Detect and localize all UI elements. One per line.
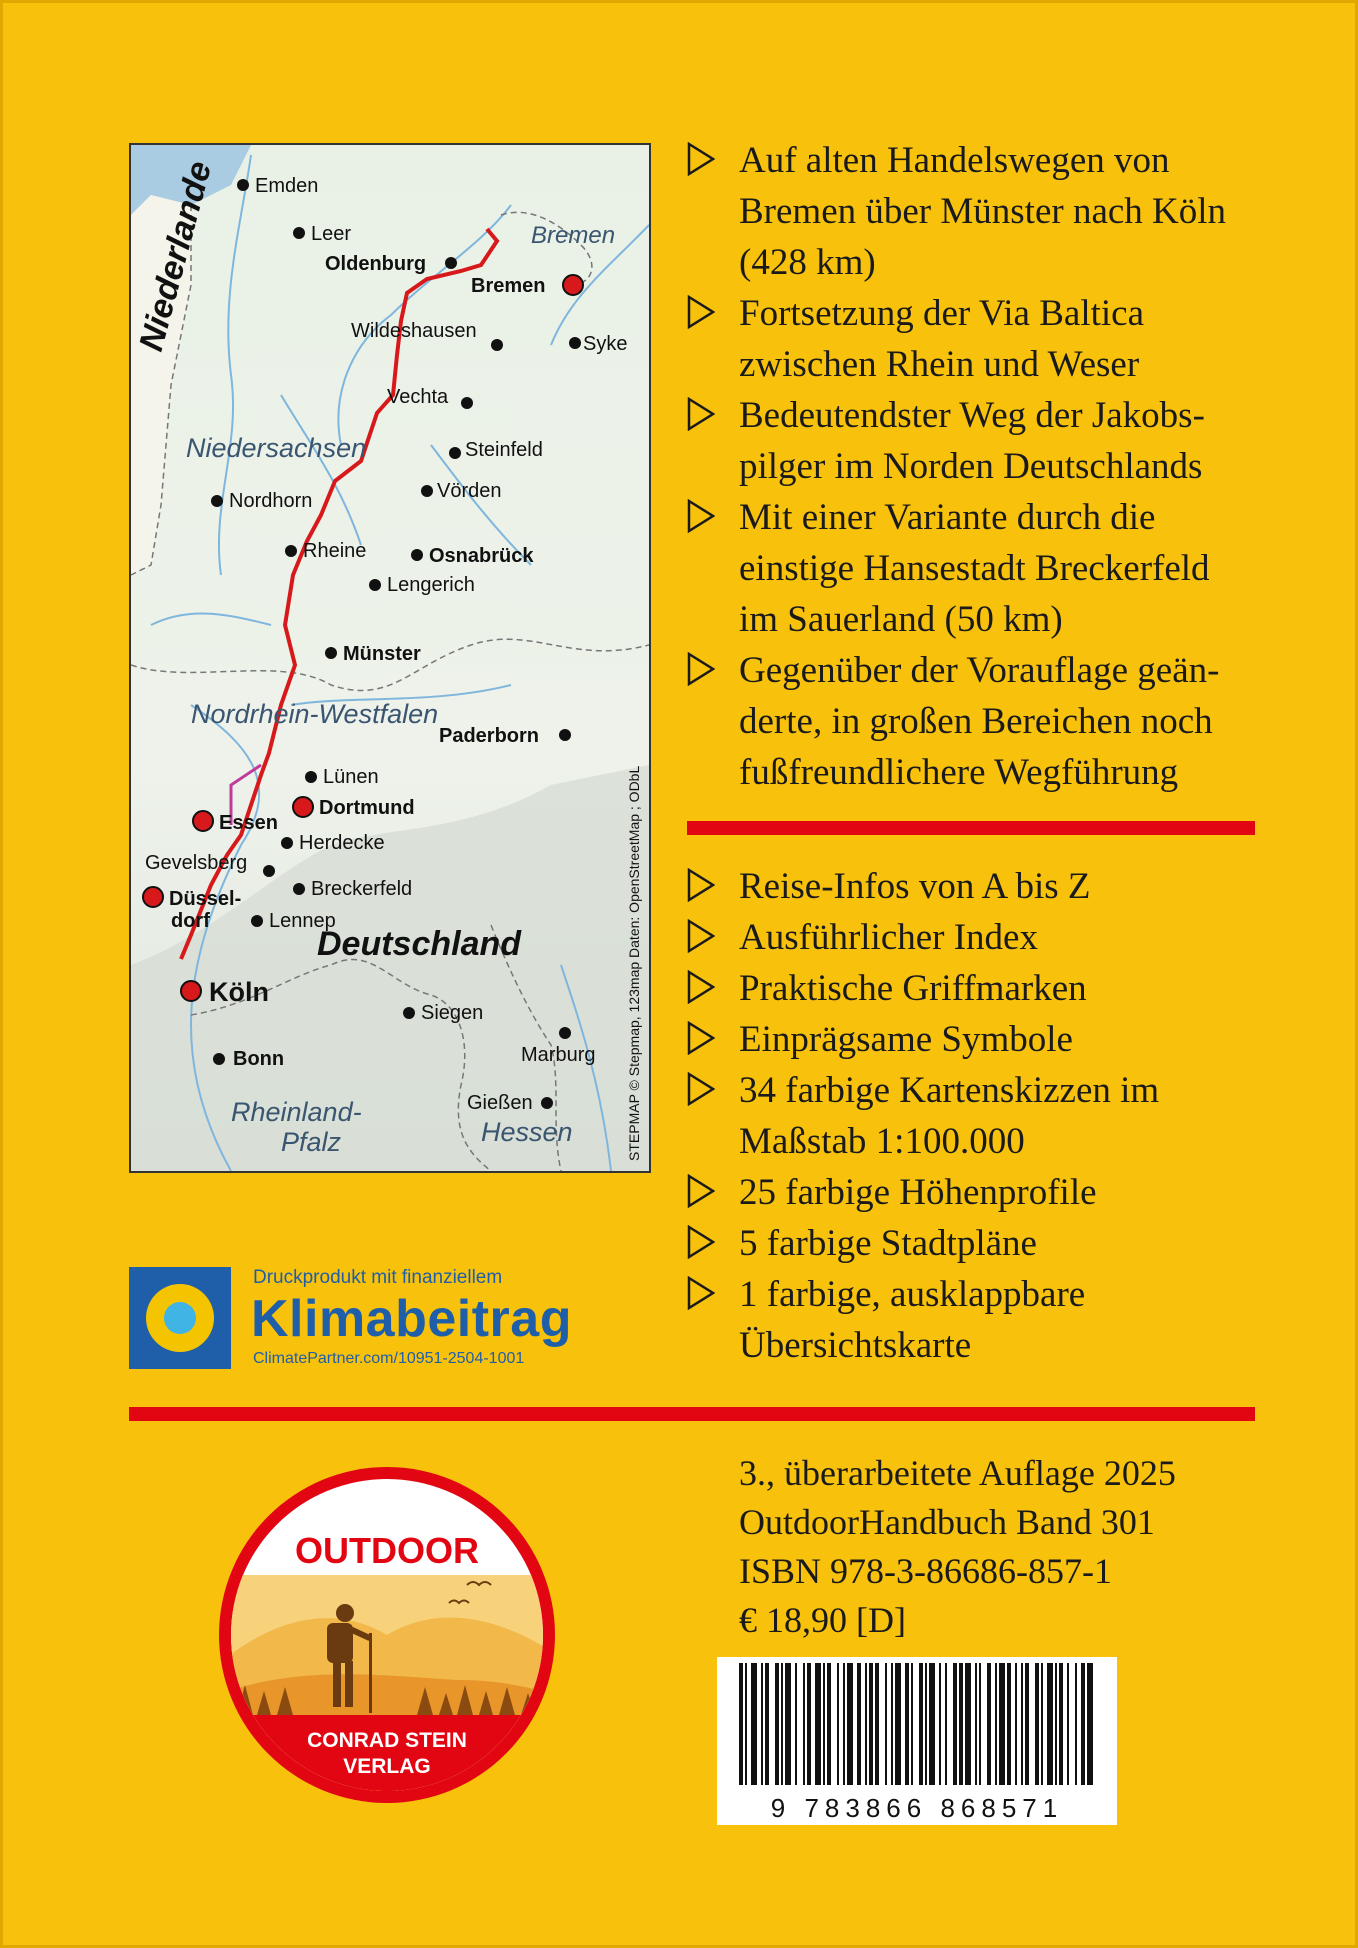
- contents-item: [687, 861, 1257, 912]
- price-text: € 18,90 [D]: [739, 1600, 906, 1640]
- contents-item: [687, 912, 1257, 963]
- country-label-deutschland: Deutschland: [317, 925, 522, 963]
- region-label-nrw: Nordrhein-Westfalen: [191, 699, 439, 729]
- svg-text:Düssel-: Düssel-: [169, 888, 242, 910]
- badge-publisher-line1: CONRAD STEIN: [307, 1729, 467, 1752]
- red-divider-bottom: [129, 1407, 1255, 1421]
- region-label-hessen: Hessen: [481, 1117, 573, 1147]
- isbn-text: ISBN 978-3-86686-857-1: [739, 1551, 1112, 1591]
- triangle-bullet-icon: [687, 397, 715, 431]
- contents-text: 34 farbige Kartenskizzen im Maßstab 1:100.000: [739, 1070, 1160, 1162]
- feature-item: [687, 492, 1257, 645]
- contents-item: [687, 1065, 1257, 1167]
- region-label-rheinland: Rheinland-: [231, 1097, 362, 1127]
- svg-text:Lengerich: Lengerich: [387, 574, 475, 596]
- feature-item: [687, 288, 1257, 390]
- outdoor-publisher-badge: [217, 1465, 557, 1805]
- climate-partner-logo-icon: [129, 1267, 231, 1369]
- svg-text:Nordhorn: Nordhorn: [229, 490, 313, 512]
- contents-text: 1 farbige, ausklappbare Übersichtskarte: [739, 1274, 1086, 1366]
- svg-text:Vechta: Vechta: [387, 386, 449, 408]
- triangle-bullet-icon: [687, 1276, 715, 1310]
- series-text: OutdoorHandbuch Band 301: [739, 1502, 1155, 1542]
- svg-text:Gießen: Gießen: [467, 1092, 533, 1114]
- svg-text:dorf: dorf: [171, 910, 210, 932]
- contents-text: Ausführlicher Index: [739, 917, 1038, 958]
- svg-text:Siegen: Siegen: [421, 1002, 484, 1024]
- badge-publisher-line2: VERLAG: [343, 1755, 431, 1778]
- contents-item: [687, 1269, 1257, 1371]
- svg-text:Syke: Syke: [583, 333, 628, 355]
- contents-text: Praktische Griffmarken: [739, 968, 1087, 1009]
- svg-text:Oldenburg: Oldenburg: [325, 253, 427, 275]
- svg-text:Dortmund: Dortmund: [319, 797, 415, 819]
- city-breckerfeld: [293, 878, 412, 900]
- region-label-niedersachsen: Niedersachsen: [186, 433, 367, 463]
- contents-text: 25 farbige Höhenprofile: [739, 1172, 1097, 1213]
- contents-text: 5 farbige Stadtpläne: [739, 1223, 1037, 1264]
- climate-label-url: ClimatePartner.com/10951-2504-1001: [253, 1350, 525, 1367]
- triangle-bullet-icon: [687, 499, 715, 533]
- svg-text:Lünen: Lünen: [323, 766, 379, 788]
- triangle-bullet-icon: [687, 1174, 715, 1208]
- red-divider: [687, 821, 1255, 835]
- climate-partner-label: [129, 1267, 659, 1369]
- svg-text:Emden: Emden: [255, 175, 319, 197]
- book-info: [739, 1449, 1176, 1645]
- feature-text: Gegenüber der Vorauflage geänderte, in großen Bereichen noch fußfreundlichere Wegführung: [739, 650, 1220, 793]
- city-essen: [193, 811, 278, 834]
- map-graphic: [131, 145, 649, 1171]
- contents-list: [687, 861, 1257, 1371]
- contents-item: [687, 1167, 1257, 1218]
- svg-text:Köln: Köln: [209, 977, 269, 1007]
- feature-item: [687, 645, 1257, 798]
- climate-label-top: Druckprodukt mit finanziellem: [253, 1267, 503, 1288]
- triangle-bullet-icon: [687, 919, 715, 953]
- feature-text: Fortsetzung der Via Baltica zwischen Rhein und Weser: [739, 293, 1145, 385]
- route-map: [129, 143, 651, 1173]
- country-label-niederlande: Niederlande: [132, 157, 220, 356]
- triangle-bullet-icon: [687, 1072, 715, 1106]
- svg-text:Breckerfeld: Breckerfeld: [311, 878, 413, 900]
- svg-text:Steinfeld: Steinfeld: [465, 439, 543, 461]
- svg-text:Osnabrück: Osnabrück: [429, 545, 534, 567]
- feature-item: [687, 135, 1257, 288]
- city-osnabrueck: [411, 545, 534, 567]
- svg-text:Bonn: Bonn: [233, 1048, 285, 1070]
- feature-text: Mit einer Variante durch die einstige Hansestadt Breckerfeld im Sauerland (50 km): [739, 497, 1210, 640]
- triangle-bullet-icon: [687, 1225, 715, 1259]
- triangle-bullet-icon: [687, 652, 715, 686]
- region-label-pfalz: Pfalz: [281, 1127, 342, 1157]
- badge-title: OUTDOOR: [295, 1530, 479, 1571]
- svg-text:Lennep: Lennep: [269, 910, 336, 932]
- contents-item: [687, 1014, 1257, 1065]
- contents-item: [687, 1218, 1257, 1269]
- barcode-digits: 9 783866 868571: [770, 1793, 1064, 1823]
- contents-text: Einprägsame Symbole: [739, 1019, 1073, 1060]
- svg-text:Essen: Essen: [219, 812, 278, 834]
- triangle-bullet-icon: [687, 1021, 715, 1055]
- svg-text:Vörden: Vörden: [437, 480, 502, 502]
- svg-text:Gevelsberg: Gevelsberg: [145, 852, 248, 874]
- feature-text: Bedeutendster Weg der Jakobspilger im Norden Deutschlands: [739, 395, 1205, 487]
- svg-text:Bremen: Bremen: [471, 275, 546, 297]
- svg-text:Marburg: Marburg: [521, 1044, 596, 1066]
- triangle-bullet-icon: [687, 970, 715, 1004]
- svg-text:Leer: Leer: [311, 223, 352, 245]
- feature-text: Auf alten Handelswegen von Bremen über Münster nach Köln (428 km): [739, 140, 1227, 283]
- svg-text:Rheine: Rheine: [303, 540, 367, 562]
- climate-label-main: Klimabeitrag: [251, 1290, 572, 1348]
- edition-text: 3., überarbeitete Auflage 2025: [739, 1453, 1176, 1493]
- triangle-bullet-icon: [687, 295, 715, 329]
- svg-text:Wildeshausen: Wildeshausen: [351, 320, 477, 342]
- feature-item: [687, 390, 1257, 492]
- contents-item: [687, 963, 1257, 1014]
- triangle-bullet-icon: [687, 142, 715, 176]
- isbn-barcode: [717, 1657, 1117, 1825]
- svg-text:Münster: Münster: [343, 643, 421, 665]
- feature-list: [687, 135, 1257, 798]
- region-label-bremen: Bremen: [531, 222, 616, 249]
- svg-text:Paderborn: Paderborn: [439, 725, 540, 747]
- svg-text:Herdecke: Herdecke: [299, 832, 385, 854]
- triangle-bullet-icon: [687, 868, 715, 902]
- contents-text: Reise-Infos von A bis Z: [739, 866, 1091, 907]
- map-credit: STEPMAP © Stepmap, 123map Daten: OpenStreetMap ; ODbL: [626, 765, 642, 1161]
